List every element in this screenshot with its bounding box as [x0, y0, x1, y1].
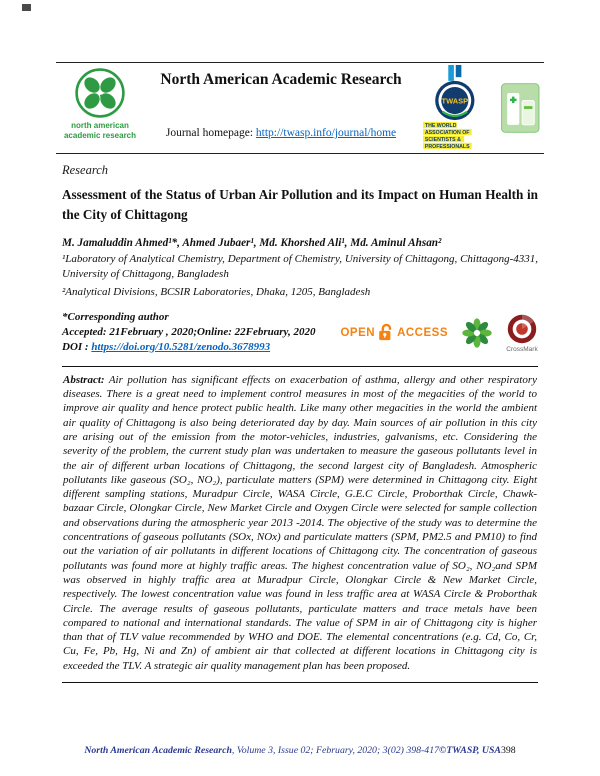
header-center: [144, 65, 418, 151]
twasp-caption-line3: SCIENTISTS &: [424, 136, 461, 143]
affiliation-1: ¹Laboratory of Analytical Chemistry, Department of Chemistry, University of Chittagong, Chittagong-4331, University of Chittagong, Bangladesh: [62, 252, 538, 280]
journal-homepage-line: [166, 127, 396, 139]
journal-title: North American Academic Research: [160, 71, 402, 88]
crossmark-icon: [506, 313, 538, 345]
open-access-word1: OPEN: [340, 326, 376, 339]
twasp-caption-line1: THE WORLD: [424, 123, 457, 130]
green-flower-icon: [461, 317, 493, 349]
article-title: Assessment of the Status of Urban Air Pollution and its Impact on Human Health in the City of Chittagong: [62, 187, 538, 222]
abstract-label: Abstract:: [63, 373, 105, 386]
authors-line: M. Jamaluddin Ahmed¹*, Ahmed Jubaer¹, Md. Khorshed Ali¹, Md. Aminul Ahsan²: [62, 236, 442, 249]
article-meta: [62, 311, 538, 356]
clover-icon: [74, 67, 126, 119]
header-bottom-divider: [56, 153, 544, 154]
twasp-logo: [418, 65, 544, 151]
twasp-logo-icon: [418, 65, 544, 151]
twasp-caption-line4: PROFESSIONALS: [424, 143, 470, 150]
page-number: 398: [500, 745, 516, 756]
journal-header: [56, 65, 544, 151]
naar-caption-line2: academic research: [63, 130, 137, 140]
abstract-text: Air pollution has significant effects on exacerbation of asthma, allergy and other respiratory diseases. There is a great need to implement control measures in most of the megacities of the world to improve air quality and hence protect public health. Like many other megacities in the world the ambient air quality of Chittagong is also being deteriorated day by day. Main sources of air pollution in this city are arising out of the emission from the motor-vehicles, industries, galvanisms, etc. Considering the severity of the problem, the current study plan was undertaken to measure the gaseous pollutants level in the air of different urban locations of Chittagong, the second largest city of Bangladesh. Atmospheric pollutants like gaseous (SO₂, NO₂), particulate matters (SPM) were determined in Chittagong city. Eight different sampling stations, Muradpur Circle, WASA Circle, G.E.C Circle, Proborthak Circle, Chawk-bazaar Circle, Olongkar Circle, New Market Circle and Oxygen Circle were selected for sample collection and observations during the atmospheric year 2013 -2014. The objective of the study was to determine the concentrations of gaseous pollutants (SOx, NOx) and particulate matters (SPM, PM2.5 and PM10) to find out the variation of air pollutants in different locations of Chittagong city. The concentration of gaseous pollutants was found more at highly traffic areas. The highest concentration value of SO₂, NO₂and SPM was observed in highly traffic area at Muradpur Circle, Olongkar Circle & New Market Circle, respectively. The lowest concentration value was found in less traffic area at WASA Circle & Proborthak Circle. The average results of gaseous pollutants, particulate matters and trace metals have been compared to national and international standards. The value of SPM in air of Chittagong city is higher than that of TLV value recommended by WHO and DOE. The elemental concentrations (e.g. Cd, Co, Cr, Cu, Fe, Pb, Hg, Ni and Zn) of ambient air that collected at different locations in Chittagong city is exceeded the TLV. A strategic air quality management plan has been proposed.: [63, 373, 537, 672]
abstract-section: [62, 366, 538, 683]
abstract-paragraph: [63, 373, 537, 673]
page-footer: [0, 745, 600, 756]
footer-issue-info: , Volume 3, Issue 02; February, 2020; 3(02) 398-417: [231, 745, 439, 756]
section-label: Research: [62, 163, 109, 177]
naar-caption-line1: north american: [71, 121, 129, 130]
doi-label: DOI :: [62, 340, 92, 353]
dates-line: Accepted: 21February , 2020;Online: 22February, 2020: [62, 325, 316, 338]
scan-artifact: [22, 4, 31, 11]
twasp-sidebox-icon: [502, 84, 539, 133]
article-meta-left: [62, 311, 340, 356]
journal-homepage-label: Journal homepage:: [165, 127, 256, 139]
open-access-word2: ACCESS: [397, 326, 448, 339]
doi-line: [62, 341, 340, 353]
affiliation-2: ²Analytical Divisions, BCSIR Laboratories, Dhaka, 1205, Bangladesh: [62, 286, 371, 299]
crossmark-caption: CrossMark: [506, 345, 538, 353]
open-access-badge: [340, 322, 448, 343]
badges-row: [340, 313, 538, 356]
doi-link[interactable]: https://doi.org/10.5281/zenodo.3678993: [91, 340, 271, 353]
naar-logo-caption: [64, 121, 136, 140]
open-lock-icon: [378, 322, 394, 343]
twasp-caption-line2: ASSOCIATION OF: [424, 129, 470, 136]
journal-homepage-link[interactable]: http://twasp.info/journal/home: [255, 127, 397, 139]
naar-logo: [56, 65, 144, 151]
footer-copyright: ©TWASP, USA: [439, 745, 501, 756]
eco-logo: [461, 317, 493, 349]
crossmark-badge: [506, 313, 538, 353]
corresponding-note: *Corresponding author: [62, 310, 169, 323]
twasp-acronym: TWASP: [441, 96, 469, 106]
header-top-divider: [56, 62, 544, 63]
footer-journal: North American Academic Research: [84, 745, 232, 756]
